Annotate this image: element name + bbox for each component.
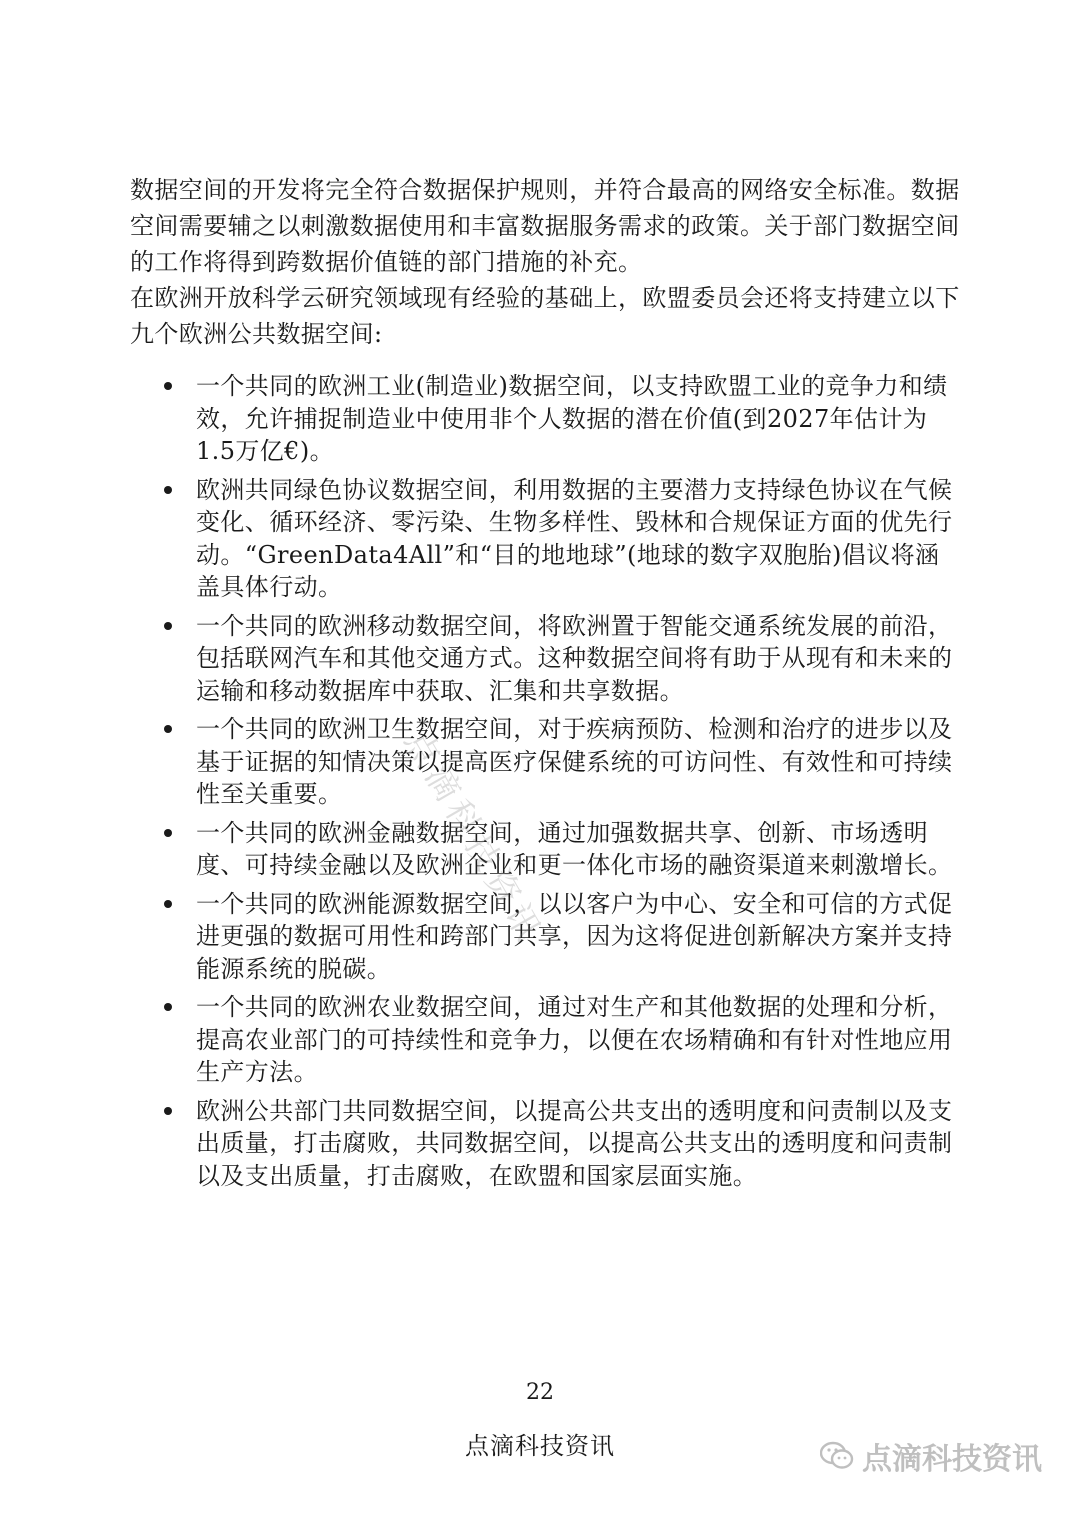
- intro-paragraph-1: 数据空间的开发将完全符合数据保护规则，并符合最高的网络安全标准。数据空间需要辅之以刺激数据使用和丰富数据服务需求的政策。关于部门数据空间的工作将得到跨数据价值链的部门措施的补充。: [130, 176, 960, 276]
- list-item-text: 一个共同的欧洲工业(制造业)数据空间，以支持欧盟工业的竞争力和绩效，允许捕捉制造业中使用非个人数据的潜在价值(到2027年估计为1.5万亿€)。: [196, 372, 948, 465]
- list-item-text: 欧洲共同绿色协议数据空间，利用数据的主要潜力支持绿色协议在气候变化、循环经济、零污染、生物多样性、毁林和合规保证方面的优先行动。“GreenData4All”和“目的地地球”(地球的数字双胞胎)倡议将涵盖具体行动。: [196, 475, 953, 601]
- intro-paragraph-2: 在欧洲开放科学云研究领域现有经验的基础上，欧盟委员会还将支持建立以下九个欧洲公共数据空间:: [130, 284, 960, 348]
- brand-watermark: [820, 1434, 1042, 1478]
- bullet-icon: [164, 1003, 172, 1011]
- list-item-text: 一个共同的欧洲移动数据空间，将欧洲置于智能交通系统发展的前沿，包括联网汽车和其他交通方式。这种数据空间将有助于从现有和未来的运输和移动数据库中获取、汇集和共享数据。: [196, 611, 953, 705]
- bullet-icon: [164, 1107, 172, 1115]
- bullet-icon: [164, 829, 172, 837]
- list-item: [160, 1095, 960, 1193]
- list-item: [160, 817, 960, 882]
- list-item: [160, 991, 960, 1089]
- data-spaces-list: [160, 370, 960, 1198]
- page-number: 22: [526, 1380, 554, 1405]
- brand-name: 点滴科技资讯: [862, 1442, 1042, 1477]
- list-item-text: 欧洲公共部门共同数据空间，以提高公共支出的透明度和问责制以及支出质量，打击腐败，共同数据空间，以提高公共支出的透明度和问责制以及支出质量，打击腐败，在欧盟和国家层面实施。: [196, 1096, 953, 1190]
- watermark: 点滴科技资讯: [396, 724, 552, 952]
- list-item-text: 一个共同的欧洲金融数据空间，通过加强数据共享、创新、市场透明度、可持续金融以及欧洲企业和更一体化市场的融资渠道来刺激增长。: [196, 818, 953, 879]
- list-item: [160, 610, 960, 708]
- intro-section: [130, 172, 960, 352]
- list-item: [160, 370, 960, 468]
- footer-text: 点滴科技资讯: [465, 1432, 615, 1460]
- bullet-icon: [164, 382, 172, 390]
- bullet-icon: [164, 900, 172, 908]
- list-item-text: 一个共同的欧洲农业数据空间，通过对生产和其他数据的处理和分析，提高农业部门的可持续性和竞争力，以便在农场精确和有针对性地应用生产方法。: [196, 993, 953, 1086]
- bullet-icon: [164, 622, 172, 630]
- list-item: [160, 888, 960, 986]
- list-item-text: 一个共同的欧洲能源数据空间，以以客户为中心、安全和可信的方式促进更强的数据可用性和跨部门共享，因为这将促进创新解决方案并支持能源系统的脱碳。: [196, 889, 953, 983]
- list-item: [160, 713, 960, 811]
- bullet-icon: [164, 486, 172, 494]
- list-item-text: 一个共同的欧洲卫生数据空间，对于疾病预防、检测和治疗的进步以及基于证据的知情决策以提高医疗保健系统的可访问性、有效性和可持续性至关重要。: [196, 715, 953, 808]
- list-item: [160, 474, 960, 604]
- wechat-icon: [820, 1441, 854, 1471]
- bullet-icon: [164, 725, 172, 733]
